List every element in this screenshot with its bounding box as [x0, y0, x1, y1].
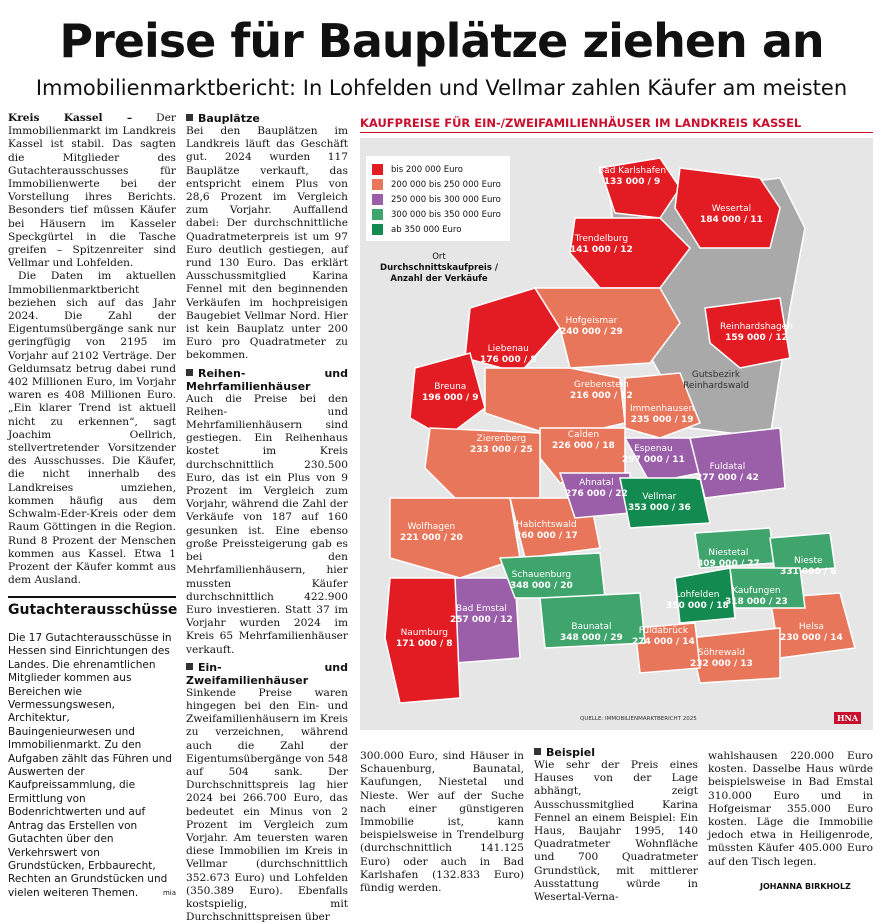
place-name: Breuna — [434, 382, 467, 392]
place-value: 348 000 / 20 — [510, 581, 573, 591]
legend-swatch — [372, 194, 383, 205]
place-value: 171 000 / 8 — [396, 639, 453, 649]
paragraph: Sinkende Preise waren hingegen bei den Ein- und Zweifamilienhäusern im Kreis zu verzeichnen, während auch die Zahl der Eigentumsübergänge von 548 auf 504 sank. Der Durchschnittspreis lag hier 2024 bei 266.700 Euro, das bedeutet ein Minus von 2 Prozent im Vergleich zum Vorjahr. Am teuersten waren diese Immobilien im Kreis in Vellmar (durchschnittlich 352.673 Euro) und Lohfelden (350.389 Euro). Ebenfalls kostspielig, mit Durchschnittspreisen über — [186, 686, 348, 924]
place-name: Naumburg — [400, 628, 448, 638]
article-column-4 — [534, 746, 698, 904]
box-heading: Gutachterausschüsse — [8, 596, 176, 618]
paragraph: wahlshausen 220.000 Euro kosten. Dasselbe Haus würde beispielsweise in Bad Emstal 310.000 Euro und in Hofgeismar 355.000 Euro kosten. Läge die Immobilie jedoch etwa in Heiligenrode, müssten Käufer 405.000 Euro auf den Tisch legen. — [708, 750, 873, 868]
place-label — [560, 316, 623, 338]
place-name: Ahnatal — [579, 478, 614, 488]
paragraph: Auch die Preise bei den Reihen- und Mehrfamilienhäusern sind gestiegen. Ein Reihenhaus kostet im Kreis durchschnittlich 230.500 Euro, das ist ein Plus von 9 Prozent im Vergleich zum Vorjahr, während die Zahl der Verkäufe von 187 auf 160 gesunken ist. Eine ebenso große Preissteigerung gab es bei den Mehrfamilienhäusern, hier mussten Käufer durchschnittlich 422.900 Euro investieren. Statt 37 im Vorjahr wurden 2024 im Kreis 65 Mehrfamilienhäuser verkauft. — [186, 392, 348, 656]
legend-item: bis 200 000 Euro — [372, 162, 504, 177]
place-label — [622, 444, 685, 466]
paragraph: Wie sehr der Preis eines Hauses von der Lage abhängt, zeigt Ausschussmitglied Karina Fennel an einem Beispiel: Ein Haus, Baujahr 1995, 140 Quadratmeter Wohnfläche und 700 Quadratmeter Grundstück, mit mittlerer Ausstattung würde in Wesertal-Verna- — [534, 759, 698, 904]
place-name: Hofgeismar — [565, 316, 618, 326]
subheading-reihenhaeuser: Reihen- und Mehrfamilienhäuser — [186, 366, 348, 393]
place-name: Bad Karlshafen — [598, 166, 667, 176]
place-label — [422, 382, 479, 404]
place-value: 235 000 / 19 — [630, 415, 694, 425]
place-label — [450, 604, 513, 626]
place-label — [690, 648, 753, 670]
place-name: Grebenstein — [573, 380, 629, 390]
place-name: Schauenburg — [511, 570, 572, 580]
place-label — [400, 522, 463, 544]
box-signature: mia — [162, 888, 176, 897]
map-source: QUELLE: IMMOBILIENMARKTBERICHT 2025 — [580, 716, 697, 722]
place-value: 133 000 / 9 — [603, 177, 661, 187]
place-name: Trendelburg — [574, 234, 629, 244]
place-value: 257 000 / 12 — [450, 615, 513, 625]
legend-item: ab 350 000 Euro — [372, 222, 504, 237]
place-label — [480, 344, 537, 366]
subheading-einfamilienhaeuser: Ein- und Zweifamilienhäuser — [186, 660, 348, 687]
place-name: Söhrewald — [697, 648, 745, 658]
legend-item: 200 000 bis 250 000 Euro — [372, 177, 504, 192]
place-name: Immenhausen — [630, 404, 695, 414]
place-value: 141 000 / 12 — [570, 245, 633, 255]
place-value: 260 000 / 17 — [515, 531, 578, 541]
intro-paragraph — [8, 112, 176, 270]
legend-item: 300 000 bis 350 000 Euro — [372, 207, 504, 222]
article-column-1 — [8, 112, 176, 587]
place-value: 232 000 / 13 — [690, 659, 753, 669]
place-label — [630, 404, 694, 426]
legend-item: 250 000 bis 300 000 Euro — [372, 192, 504, 207]
place-name: Niestetal — [708, 548, 749, 558]
paragraph: 300.000 Euro, sind Häuser in Schauenburg, Baunatal, Kaufungen, Niestetal und Nieste. Wer auf der Suche nach einer günstigeren Immobilie ist, kann beispielsweise in Trendelburg (durchschnittlich 141.125 Euro) oder auch in Bad Karlshafen (132.833 Euro) fündig werden. — [360, 750, 524, 895]
place-value: 233 000 / 25 — [470, 445, 533, 455]
place-value: 276 000 / 22 — [565, 489, 628, 499]
place-name: Calden — [567, 430, 600, 440]
place-name: Habichtswald — [516, 520, 577, 530]
place-name: Baunatal — [571, 622, 612, 632]
place-value: 331 000 / 6 — [780, 567, 837, 577]
place-value: 297 000 / 11 — [622, 455, 685, 465]
place-label — [510, 570, 573, 592]
legend-explanation: Ort Durchschnittskaufpreis / Anzahl der Verkäufe — [380, 252, 498, 284]
legend-swatch — [372, 164, 383, 175]
place-value: 184 000 / 11 — [700, 215, 763, 225]
place-value: 348 000 / 29 — [560, 633, 623, 643]
place-value: 318 000 / 23 — [725, 597, 788, 607]
place-value: 350 000 / 18 — [666, 601, 729, 611]
article-column-5 — [708, 750, 873, 869]
place-label — [780, 622, 843, 644]
legend-swatch — [372, 224, 383, 235]
headline: Preise für Bauplätze ziehen an — [59, 14, 824, 68]
place-label — [780, 556, 837, 578]
place-name: Zierenberg — [476, 434, 527, 444]
place-value: 309 000 / 27 — [697, 559, 760, 569]
place-value: 216 000 / 12 — [570, 391, 633, 401]
place-label — [628, 492, 691, 514]
place-label — [725, 586, 788, 608]
map — [360, 138, 873, 730]
paragraph: Bei den Bauplätzen im Landkreis läuft das Geschäft gut. 2024 wurden 117 Bauplätze verkauft, das entspricht einem Plus von 28,6 Prozent im Vergleich zum Vorjahr. Auffallend dabei: Der durchschnittliche Quadratmeterpreis ist um 97 Euro deutlich gestiegen, auf rund 130 Euro. Das erklärt Ausschussmitglied Karina Fennel mit den beginnenden Verkäufen im hochpreisigen Baugebiet Vellmar Nord. Hier ist kein Bauplatz unter 200 Euro pro Quadratmeter zu bekommen. — [186, 125, 348, 362]
place-label-gutsbezirk: Gutsbezirk Reinhardswald — [683, 370, 749, 391]
place-label — [396, 628, 453, 650]
place-value: 240 000 / 29 — [560, 327, 623, 337]
place-label — [666, 590, 729, 612]
place-name: Lohfelden — [675, 590, 720, 600]
place-label — [552, 430, 615, 452]
place-name: Vellmar — [642, 492, 677, 502]
intro-text: Der Immobilienmarkt im Landkreis Kassel ist stabil. Das sagten die Mitglieder des Gutachterausschusses für Immobilienwerte bei der Vorstellung ihres Berichts. Besonders tief müssen Käufer bei Häusern im Kasseler Speckgürtel in die Tasche greifen – Spitzenreiter sind Vellmar und Lohfelden. — [8, 112, 176, 270]
hna-logo: HNA — [834, 712, 861, 724]
place-label — [696, 462, 759, 484]
article-column-3 — [360, 750, 524, 895]
place-value: 353 000 / 36 — [628, 503, 691, 513]
place-label — [515, 520, 578, 542]
place-name: Fuldatal — [709, 462, 746, 472]
place-label — [720, 322, 793, 344]
subheading-bauplaetze: Bauplätze — [186, 112, 348, 125]
place-value: 159 000 / 12 — [725, 333, 788, 343]
place-label — [700, 204, 763, 226]
dateline: Kreis Kassel – — [8, 112, 133, 124]
place-name: Fuldabrück — [638, 626, 689, 636]
place-name: Helsa — [798, 622, 824, 632]
place-label — [598, 166, 666, 188]
place-name: Wolfhagen — [407, 522, 456, 532]
legend-swatch — [372, 209, 383, 220]
place-value: 221 000 / 20 — [400, 533, 463, 543]
subheadline: Immobilienmarktbericht: In Lohfelden und Vellmar zahlen Käufer am meisten — [35, 76, 848, 100]
place-label — [560, 622, 623, 644]
box-body: Die 17 Gutachterausschüsse in Hessen sind Einrichtungen des Landes. Die ehrenamtlichen Mitglieder kommen aus Bereichen wie Vermessungswesen, Architektur, Bauingenieurwesen und Immobilienmarkt. Zu den Aufgaben zählt das Führen und Auswerten der Kaufpreissammlung, die Ermittlung von Bodenrichtwerten und auf Antrag das Erstellen von Gutachten über den Verkehrswert von Grundstücken, Erbbaurecht, Rechten an Grundstücken und vielen weiteren Themen. — [8, 632, 172, 899]
paragraph: Die Daten im aktuellen Immobilienmarktbericht beziehen sich auf das Jahr 2024. Die Zahl der Eigentumsübergänge sank nur geringfügig von 2195 im Vorjahr auf 2102 Verträge. Der Geldumsatz betrug dabei rund 402 Millionen Euro, im Vorjahr waren es 408 Millionen Euro. „Ein klarer Trend ist aktuell nicht zu erkennen“, sagt Joachim Oellrich, stellvertretender Vorsitzender des Ausschusses. Die Käufer, die nicht innerhalb des Landkreises umziehen, kommen häufig aus dem Schwalm-Eder-Kreis oder dem Raum Göttingen in die Region. Rund 8 Prozent der Menschen kommen aus Kassel. Etwa 1 Prozent der Käufer kommt aus dem Ausland. — [8, 270, 176, 587]
place-value: 274 000 / 14 — [632, 637, 695, 647]
byline: JOHANNA BIRKHOLZ — [760, 882, 851, 891]
legend-swatch — [372, 179, 383, 190]
place-label — [570, 380, 633, 402]
article-column-2 — [186, 112, 348, 924]
place-label — [697, 548, 760, 570]
place-value: 196 000 / 9 — [422, 393, 479, 403]
place-label — [632, 626, 695, 648]
place-name: Wesertal — [711, 204, 752, 214]
place-label — [470, 434, 533, 456]
place-name: Espenau — [634, 444, 673, 454]
place-value: 176 000 / 8 — [480, 355, 537, 365]
place-value: 277 000 / 42 — [696, 473, 759, 483]
place-name: Kaufungen — [732, 586, 781, 596]
place-label — [565, 478, 628, 500]
box-text — [8, 632, 176, 900]
map-title: KAUFPREISE FÜR EIN-/ZWEIFAMILIENHÄUSER IM LANDKREIS KASSEL — [360, 116, 873, 133]
place-value: 230 000 / 14 — [780, 633, 843, 643]
place-label — [570, 234, 633, 256]
place-name: Nieste — [794, 556, 823, 566]
map-legend — [366, 156, 510, 241]
place-value: 226 000 / 18 — [552, 441, 615, 451]
place-name: Liebenau — [487, 344, 529, 354]
place-name: Reinhardshagen — [720, 322, 793, 332]
place-name: Bad Emstal — [455, 604, 507, 614]
subheading-beispiel: Beispiel — [534, 746, 698, 759]
